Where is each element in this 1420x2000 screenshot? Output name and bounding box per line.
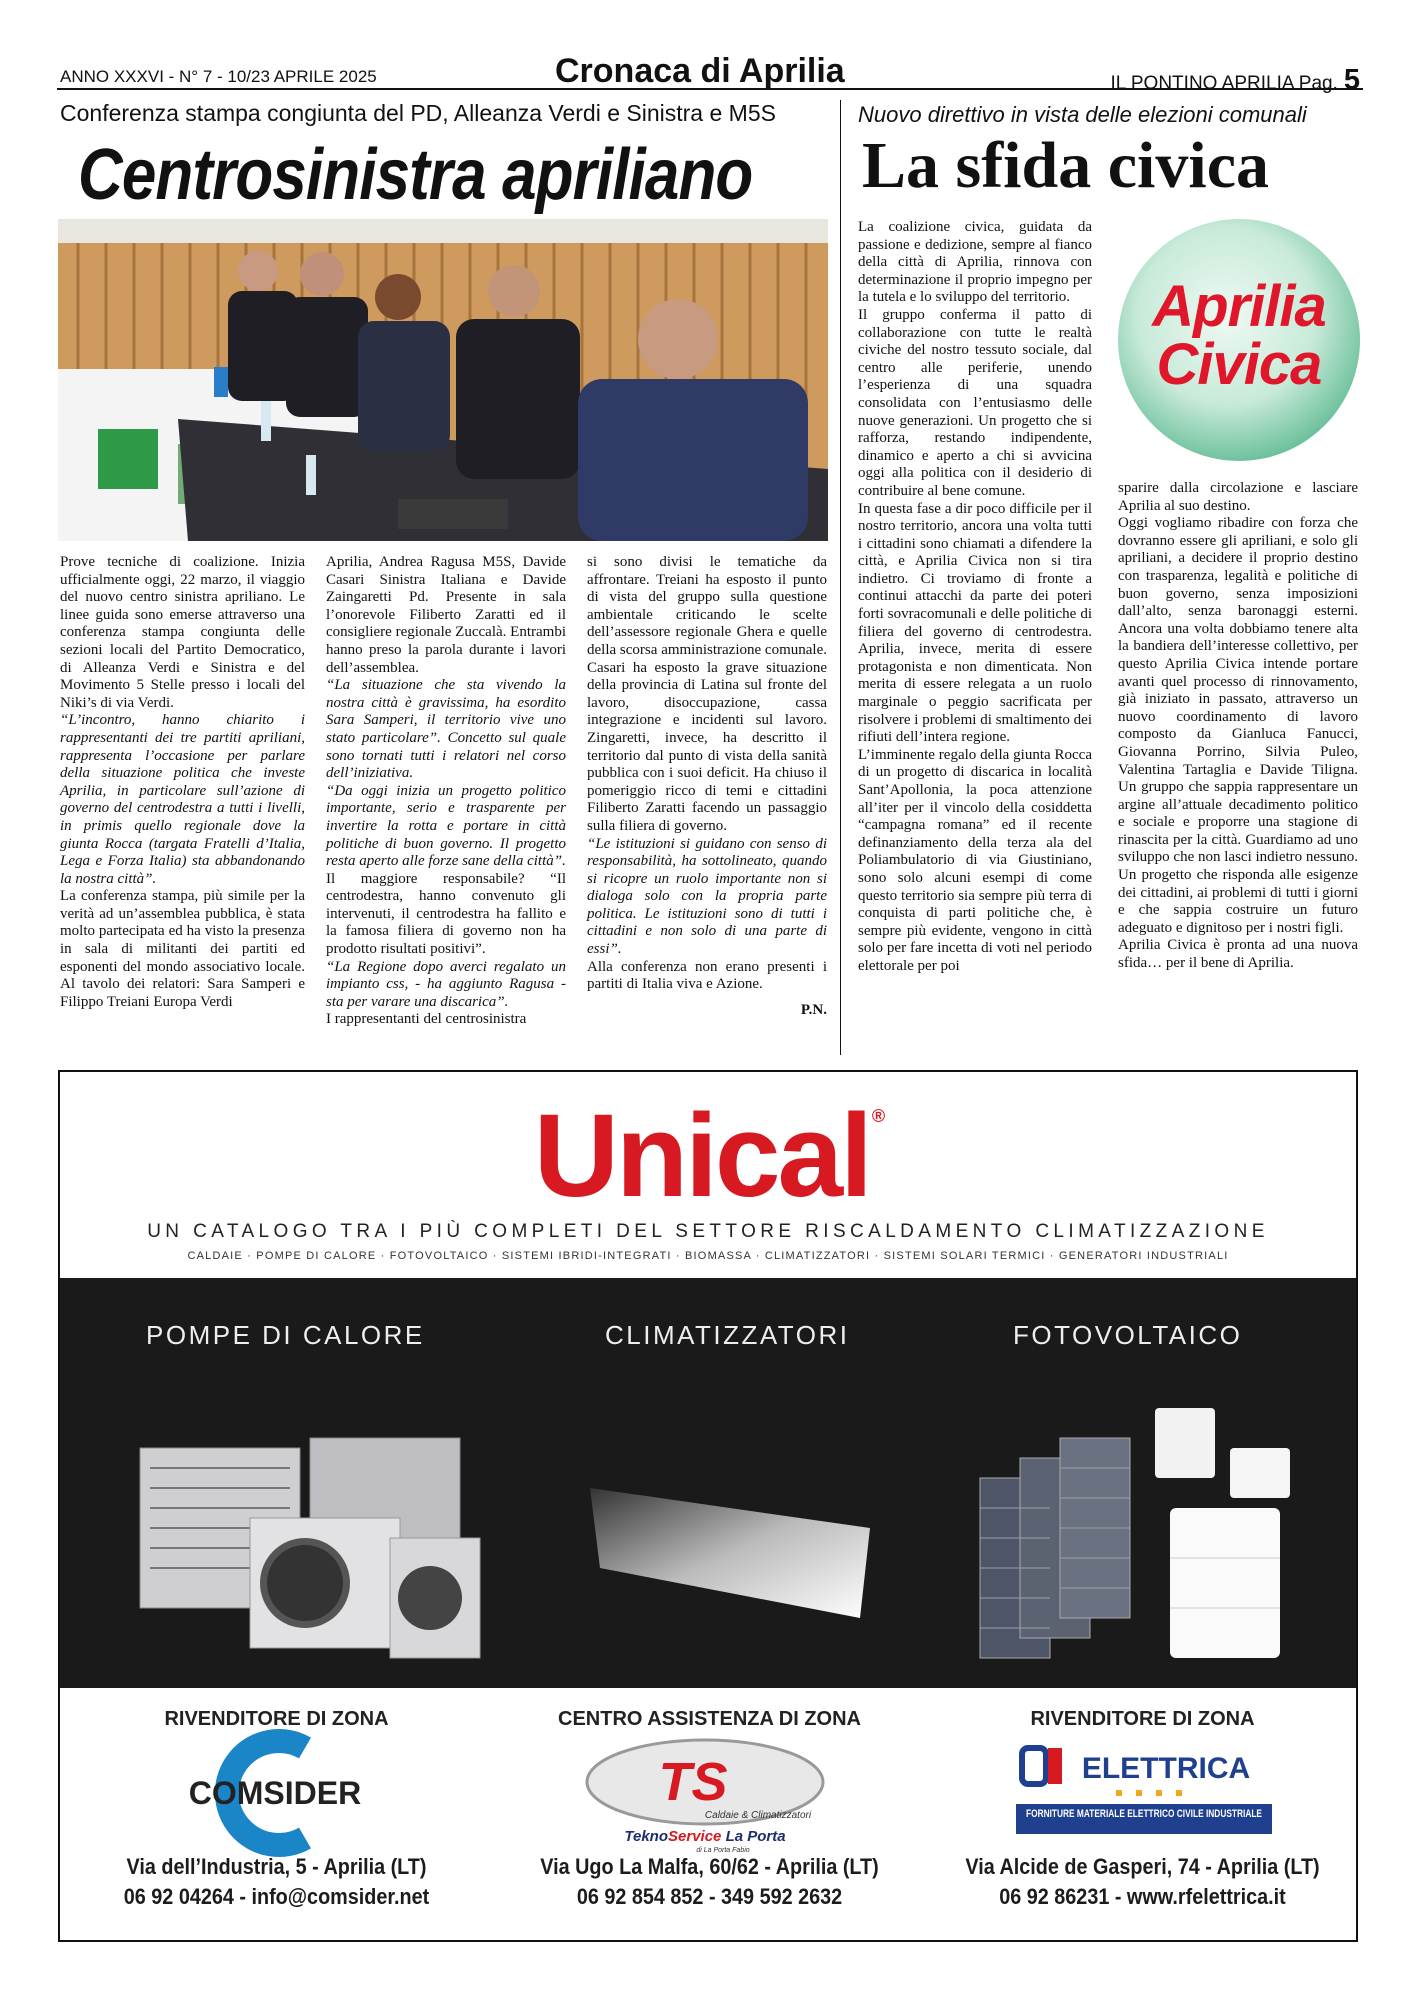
paragraph: Aprilia Civica è pronta ad una nuova sfida… per il bene di Aprilia. (1118, 937, 1358, 972)
photovoltaic-image (980, 1398, 1310, 1668)
ts-logo-sub: Caldaie & Climatizzatori (704, 1810, 812, 1821)
dealer-rf-elettrica (926, 1688, 1359, 1942)
registered-mark: ® (871, 1106, 883, 1126)
unical-advertisement (58, 1070, 1358, 1942)
dealer-contact: 06 92 86231 - www.rfelettrica.it (999, 1884, 1286, 1909)
article-right-column-2 (1118, 480, 1358, 973)
paragraph: si sono divisi le tematiche da affrontare. Treiani ha esposto il punto di vista del gruppo sulla questione ambientale criticando le scelte dell’assessore regionale Ghera e quelle della scorsa amministrazione comunale. Casari ha esposto la grave situazione della provincia di Latina sul fronte del lavoro, disoccupazione, cassa integrazione e incidenti sul lavoro. Zingaretti, invece, ha descritto il territorio dal punto di vista della sanità pubblica con i suoi deficit. Ha chiuso il pomeriggio ricco di temi e cittadini Filiberto Zaratti facendo un passaggio sulla filiera di governo. (587, 554, 827, 834)
dealer-role: RIVENDITORE DI ZONA (164, 1708, 389, 1730)
paragraph: “La Regione dopo averci regalato un impianto css, - ha aggiunto Ragusa - sta per varare una discarica”. (326, 958, 566, 1010)
paragraph: L’imminente regalo della giunta Rocca di un progetto di discarica in località Sant’Apollonia, la poca attenzione all’iter per il vincolo della cosiddetta “campagna romana” ed il recente definanziamento della terza ala del Poliambulatorio di via Giustiniano, sono solo alcuni esempi di come questo territorio sia sempre più terra di conquista di parti politiche che, è sempre più evidente, vengono in città solo per fare incetta di voti nel periodo elettorale per poi (858, 746, 1092, 974)
dealer-role: RIVENDITORE DI ZONA (1030, 1708, 1255, 1730)
paragraph: Il gruppo conferma il patto di collaborazione con tutte le realtà civiche del nostro tessuto sociale, dal centro alle periferie, unendo l’esperienza di una squadra consolidata con l’entusiasmo delle nuove generazioni. Un progetto che si rafforza, restando indipendente, dinamico e aperto a chi si avvicina oggi alla politica con il desiderio di contribuire al bene comune. (858, 306, 1092, 499)
publication-name: IL PONTINO APRILIA Pag. (1110, 73, 1338, 94)
category-photovoltaic: FOTOVOLTAICO (1013, 1320, 1243, 1350)
paragraph: Oggi vogliamo ribadire con forza che dovranno essere gli apriliani, e solo gli apriliani, a decidere il proprio destino con trasparenza, legalità e politiche di buon governo, senza imposizioni dall’alto, senza baronaggi esterni. Ancora una volta dobbiamo tenere alta la bandiera dell’interesse collettivo, per questo Aprilia Civica intende portare avanti quel processo di rinnovamento, già iniziato in passato, attraverso un nuovo coordinamento di lavoro composto da Gianluca Fanucci, Giovanna Porrino, Silvia Puleo, Valentina Tartaglia e Davide Tiligna. Un gruppo che sappia rappresentare un argine all’attuale decadimento politico e sociale e proporre una stagione di rinascita per la città. Guardiamo ad uno sviluppo che non lasci indietro nessuno. Un progetto che risponda alle esigenze dei cittadini, ai problemi di tutti i giorni e che sappia costruire un futuro adeguato e dignitoso per i nostri figli. (1118, 515, 1358, 936)
air-conditioner-image (580, 1478, 880, 1628)
ts-logo-small: di La Porta Fabio (696, 1847, 750, 1854)
dealer-address: Via Ugo La Malfa, 60/62 - Aprilia (LT) (540, 1854, 879, 1879)
issue-info: ANNO XXXVI - N° 7 - 10/23 APRILE 2025 (60, 67, 377, 86)
dealer-contact: 06 92 854 852 - 349 592 2632 (576, 1884, 843, 1909)
rf-logo-text: ELETTRICA (1081, 1752, 1251, 1785)
paragraph: Prove tecniche di coalizione. Inizia ufficialmente oggi, 22 marzo, il viaggio del nuovo centro sinistra apriliano. Le linee guida sono emerse attraverso una conferenza stampa congiunta delle sezioni locali del Partito Democratico, di Alleanza Verdi e Sinistra e del Movimento 5 Stelle presso i locali del Niki’s di via Verdi. (60, 554, 305, 711)
page-number: 5 (1343, 64, 1360, 96)
paragraph: La coalizione civica, guidata da passione e dedizione, sempre al fianco della città di Aprilia, rinnova con determinazione il proprio impegno per la tutela e lo sviluppo del territorio. (858, 219, 1092, 306)
article-left-kicker: Conferenza stampa congiunta del PD, Alleanza Verdi e Sinistra e M5S (60, 100, 776, 126)
product-panel (60, 1278, 1356, 1688)
ts-name-c: La Porta (721, 1828, 786, 1845)
dealer-address: Via dell’Industria, 5 - Aprilia (LT) (126, 1854, 427, 1879)
heat-pump-image (130, 1428, 490, 1678)
article-right-column-1 (858, 219, 1092, 976)
article-left-column-3 (587, 554, 827, 1019)
rf-elettrica-logo (1016, 1738, 1272, 1848)
article-left-column-1 (60, 554, 305, 1011)
rf-logo-band: FORNITURE MATERIALE ELETTRICO CIVILE INDUSTRIALE (1026, 1808, 1262, 1820)
ad-tagline: UN CATALOGO TRA I PIÙ COMPLETI DEL SETTORE RISCALDAMENTO CLIMATIZZAZIONE (147, 1221, 1269, 1242)
dealer-teknoservice (493, 1688, 926, 1942)
ad-product-list: CALDAIE · POMPE DI CALORE · FOTOVOLTAICO · SISTEMI IBRIDI-INTEGRATI · BIOMASSA · CLIMATIZZATORI · SISTEMI SOLARI TERMICI · GENERATORI INDUSTRIALI (187, 1250, 1229, 1262)
category-air-conditioners: CLIMATIZZATORI (605, 1320, 850, 1350)
masthead-rule (57, 88, 1363, 90)
section-title: Cronaca di Aprilia (555, 52, 845, 90)
article-left-headline: Centrosinistra apriliano (78, 135, 753, 215)
paragraph: I rappresentanti del centrosinistra (326, 1011, 527, 1028)
dealer-contact: 06 92 04264 - info@comsider.net (123, 1884, 430, 1909)
article-left-column-2 (326, 554, 566, 1029)
category-heat-pumps: POMPE DI CALORE (146, 1320, 425, 1350)
paragraph: “Da oggi inizia un progetto politico importante, serio e trasparente per invertire la rotta e portare in città politiche di buon governo. Il progetto resta aperto alle forze sane della città”. (326, 782, 566, 870)
author-signature: P.N. (800, 1001, 827, 1018)
publication-info (1110, 64, 1360, 97)
paragraph: In questa fase a dir poco difficile per il nostro territorio, ancora una volta tutti i cittadini sono chiamati a difendere la città, e Aprilia Civica non si tira indietro. Ci troviamo di fronte a continui attacchi da parte dei poteri forti sovracomunali e delle politiche di filiera del governo di centrodestra. Aprilia, invece, merita di essere protagonista e non dimenticata. Non merita di essere relegata a un ruolo marginale o peggio sacrificata per risolvere i problemi di smaltimento dei rifiuti dell’intera regione. (858, 500, 1092, 746)
paragraph: “Le istituzioni si guidano con senso di responsabilità, ha sottolineato, quando si ricopre un ruolo importante non si dialoga solo con la propria parte politica. Le istituzioni sono di tutti i cittadini e non solo di una parte di essi”. (587, 835, 827, 958)
paragraph: “L’incontro, hanno chiarito i rappresentanti dei tre partiti apriliani, rappresenta l’occasione per parlare della situazione politica che investe Aprilia, in particolare sull’azione di governo del centrodestra a tutti i livelli, in primis quello regionale dove la giunta Rocca (targata Fratelli d’Italia, Lega e Forza Italia) sta abbandonando la nostra città”. (60, 712, 305, 887)
press-conference-photo (58, 219, 828, 541)
article-right-kicker: Nuovo direttivo in vista delle elezioni comunali (858, 102, 1307, 127)
dealer-comsider (60, 1688, 493, 1942)
svg-text:TeknoService La Porta (624, 1828, 785, 1845)
logo-line-2: Civica (1156, 332, 1322, 397)
dealer-section (60, 1688, 1356, 1942)
ts-name-a: Tekno (624, 1828, 669, 1845)
paragraph: La conferenza stampa, più simile per la verità ad un’assemblea pubblica, è stata molto partecipata ed ha visto la presenza in sala di militanti dei partiti ed esponenti del mondo associativo locale. Al tavolo dei relatori: Sara Samperi e Filippo Treiani Europa Verdi (60, 888, 305, 1010)
paragraph: Il maggiore responsabile? “Il centrodestra, hanno convenuto gli intervenuti, il centrodestra ha fallito e la famosa filiera di governo non ha prodotto risultati positivi”. (326, 870, 566, 958)
comsider-logo-text: COMSIDER (188, 1775, 362, 1811)
column-divider (840, 100, 841, 1055)
logo-line-1: Aprilia (1152, 274, 1326, 339)
paragraph: sparire dalla circolazione e lasciare Aprilia al suo destino. (1118, 480, 1358, 514)
ts-name-b: Service (668, 1828, 722, 1845)
paragraph: Alla conferenza non erano presenti i partiti di Italia viva e Azione. (587, 958, 827, 993)
brand-name: Unical (533, 1090, 870, 1222)
dealer-address: Via Alcide de Gasperi, 74 - Aprilia (LT) (965, 1854, 1320, 1879)
paragraph: “La situazione che sta vivendo la nostra città è gravissima, ha esordito Sara Samperi, il territorio vive uno stato particolare”. Concetto sul quale sono tornati tutti i relatori nel corso dell’iniziativa. (326, 677, 566, 782)
paragraph: Aprilia, Andrea Ragusa M5S, Davide Casari Sinistra Italiana e Davide Zaingaretti Pd. Presente in sala l’onorevole Filiberto Zaratti ed il consigliere regionale Zuccalà. Entrambi hanno preso la parola durante i lavori dell’assemblea. (326, 554, 566, 676)
aprilia-civica-logo (1118, 219, 1360, 461)
comsider-logo (155, 1738, 395, 1848)
unical-logo (60, 1088, 1356, 1224)
teknoservice-logo (573, 1734, 843, 1854)
article-right-headline: La sfida civica (862, 129, 1269, 202)
ts-logo-text: TS (658, 1752, 728, 1812)
dealer-role: CENTRO ASSISTENZA DI ZONA (558, 1708, 861, 1730)
